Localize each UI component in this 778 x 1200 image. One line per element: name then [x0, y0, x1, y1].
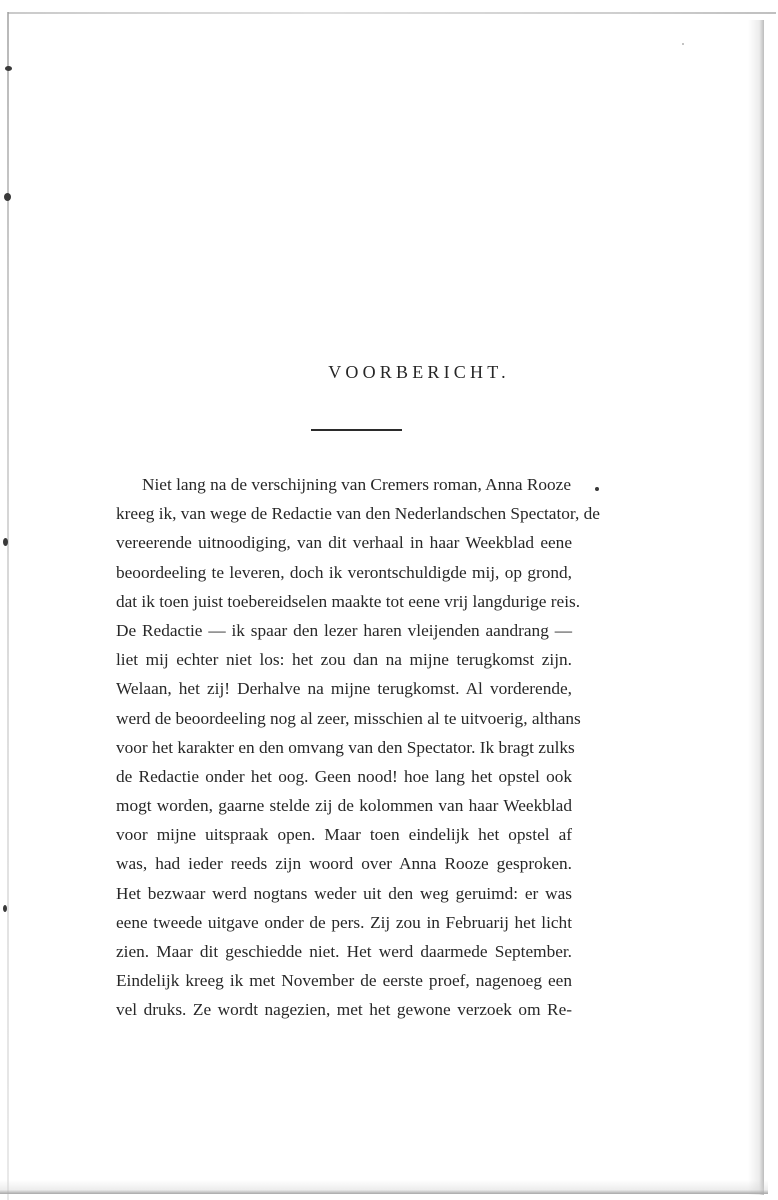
- binding-mark: [4, 193, 11, 201]
- binding-mark: [3, 905, 7, 912]
- text-line: dat ik toen juist toebereidselen maakte tot eene vrij langdurige reis.: [116, 591, 581, 611]
- text-line: Het bezwaar werd nogtans weder uit den weg geruimd: er was: [116, 883, 572, 903]
- text-line: was, had ieder reeds zijn woord over Anna Rooze gesproken.: [116, 854, 572, 874]
- page-edge-left: [7, 12, 9, 1200]
- page-heading: VOORBERICHT.: [328, 362, 510, 382]
- text-line: liet mij echter niet los: het zou dan na mijne terugkomst zijn.: [116, 650, 572, 670]
- text-line: Niet lang na de verschijning van Cremers roman, Anna Rooze: [142, 475, 572, 494]
- text-line: vereerende uitnoodiging, van dit verhaal in haar Weekblad eene: [116, 533, 572, 553]
- text-line: kreeg ik, van wege de Redactie van den Nederlandschen Spectator, de: [116, 504, 600, 524]
- page-edge-top: [8, 12, 776, 14]
- page-edge-right: [748, 20, 764, 1195]
- page-edge-bottom: [0, 1180, 768, 1194]
- text-line: voor het karakter en den omvang van den Spectator. Ik bragt zulks: [116, 737, 575, 757]
- text-line: de Redactie onder het oog. Geen nood! hoe lang het opstel ook: [116, 766, 572, 786]
- text-line: mogt worden, gaarne stelde zij de kolommen van haar Weekblad: [116, 796, 572, 816]
- binding-mark: [5, 66, 12, 71]
- text-line: eene tweede uitgave onder de pers. Zij zou in Februarij het licht: [116, 912, 572, 932]
- heading-divider: [311, 429, 402, 431]
- body-paragraph: [116, 470, 600, 1025]
- text-line: De Redactie — ik spaar den lezer haren vleijenden aandrang —: [116, 620, 572, 640]
- text-line: Eindelijk kreeg ik met November de eerste proef, nagenoeg een: [116, 971, 572, 991]
- ink-speck: [682, 43, 684, 45]
- text-line: vel druks. Ze wordt nagezien, met het gewone verzoek om Re-: [116, 1000, 572, 1020]
- text-line: Welaan, het zij! Derhalve na mijne terugkomst. Al vorderende,: [116, 679, 572, 699]
- text-line: werd de beoordeeling nog al zeer, misschien al te uitvoerig, althans: [116, 708, 581, 728]
- text-line: zien. Maar dit geschiedde niet. Het werd daarmede September.: [116, 942, 572, 961]
- binding-mark: [3, 538, 8, 546]
- text-line: beoordeeling te leveren, doch ik verontschuldigde mij, op grond,: [116, 562, 572, 582]
- text-line: voor mijne uitspraak open. Maar toen eindelijk het opstel af: [116, 825, 572, 845]
- ink-speck: [595, 487, 599, 491]
